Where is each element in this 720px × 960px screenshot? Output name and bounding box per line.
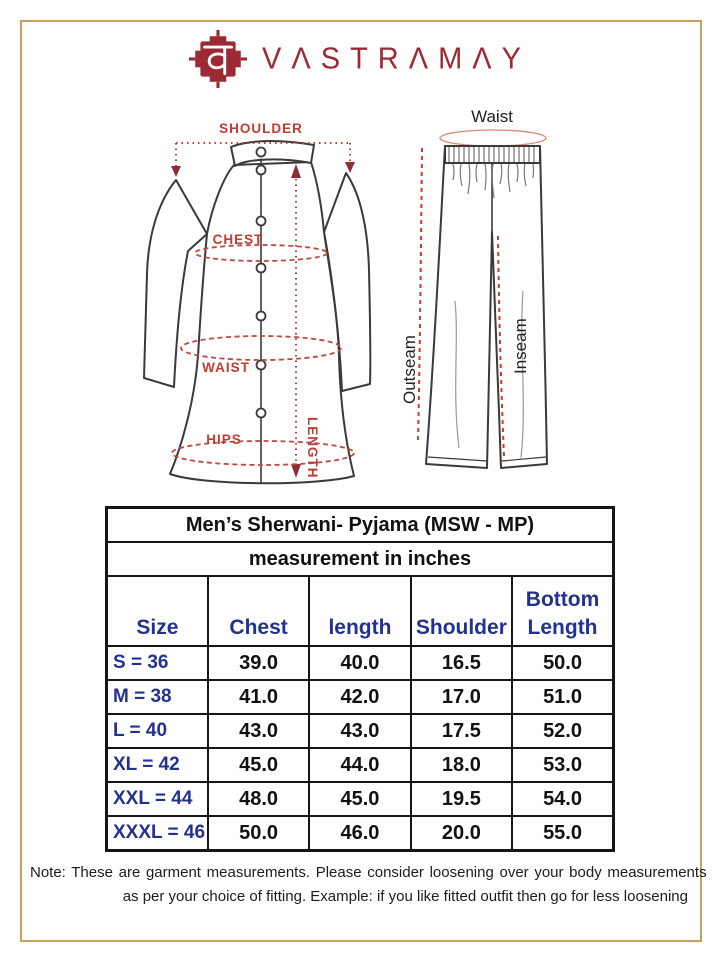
length-value: 44.0 (309, 748, 410, 782)
bottom-length-value: 52.0 (512, 714, 613, 748)
brand-logo-icon (189, 30, 247, 88)
size-value: L = 40 (107, 714, 208, 748)
table-row (107, 748, 614, 782)
size-value: S = 36 (107, 646, 208, 680)
chest-value: 50.0 (208, 816, 309, 851)
bottom-length-value: 50.0 (512, 646, 613, 680)
size-value: XXL = 44 (107, 782, 208, 816)
size-chart-subtitle: measurement in inches (107, 542, 614, 576)
table-row (107, 816, 614, 851)
bottom-length-value: 51.0 (512, 680, 613, 714)
shoulder-value: 17.0 (411, 680, 512, 714)
size-chart-table (105, 506, 615, 852)
bottom-length-value: 55.0 (512, 816, 613, 851)
pyjama-outline (426, 146, 547, 468)
table-row (107, 782, 614, 816)
chest-value: 39.0 (208, 646, 309, 680)
size-value: M = 38 (107, 680, 208, 714)
length-value: 45.0 (309, 782, 410, 816)
table-subtitle-row (107, 542, 614, 576)
brand-wordmark: VΛSTRΛMΛY (262, 41, 531, 76)
note-line-1: Note: These are garment measurements. Please consider loosening over your body measurements (30, 864, 707, 881)
size-value: XXXL = 46 (107, 816, 208, 851)
size-value: XL = 42 (107, 748, 208, 782)
pyjama-measurement-diagram (395, 96, 610, 498)
shoulder-label: SHOULDER (219, 121, 303, 136)
col-header-length: length (309, 576, 410, 646)
length-label: LENGTH (305, 417, 320, 479)
chest-value: 43.0 (208, 714, 309, 748)
col-header-shoulder: Shoulder (411, 576, 512, 646)
length-value: 40.0 (309, 646, 410, 680)
table-row (107, 680, 614, 714)
size-chart-title: Men’s Sherwani- Pyjama (MSW - MP) (107, 508, 614, 543)
brand-logo (0, 30, 720, 88)
col-header-size: Size (107, 576, 208, 646)
waist-ellipse (440, 130, 546, 146)
bottom-length-value: 53.0 (512, 748, 613, 782)
shoulder-value: 16.5 (411, 646, 512, 680)
shoulder-value: 18.0 (411, 748, 512, 782)
kurta-measurement-diagram (128, 106, 390, 496)
outseam-label: Outseam (400, 335, 419, 404)
col-header-bottom-length: Bottom Length (512, 576, 613, 646)
length-value: 42.0 (309, 680, 410, 714)
table-header-row (107, 576, 614, 646)
table-row (107, 714, 614, 748)
shoulder-value: 17.5 (411, 714, 512, 748)
col-header-chest: Chest (208, 576, 309, 646)
chest-value: 48.0 (208, 782, 309, 816)
waist-label: WAIST (202, 360, 250, 375)
chest-label: CHEST (212, 232, 264, 247)
hips-label: HIPS (206, 432, 242, 447)
note-line-2: as per your choice of fitting. Example: if you like fitted outfit then go for less loosening (122, 888, 688, 905)
inseam-label: Inseam (511, 318, 530, 374)
table-row (107, 646, 614, 680)
chest-value: 45.0 (208, 748, 309, 782)
shoulder-value: 20.0 (411, 816, 512, 851)
table-title-row (107, 508, 614, 543)
shoulder-value: 19.5 (411, 782, 512, 816)
length-value: 46.0 (309, 816, 410, 851)
bottom-length-value: 54.0 (512, 782, 613, 816)
chest-value: 41.0 (208, 680, 309, 714)
length-value: 43.0 (309, 714, 410, 748)
measurement-note (30, 861, 707, 909)
pyjama-waist-label: Waist (471, 107, 513, 126)
